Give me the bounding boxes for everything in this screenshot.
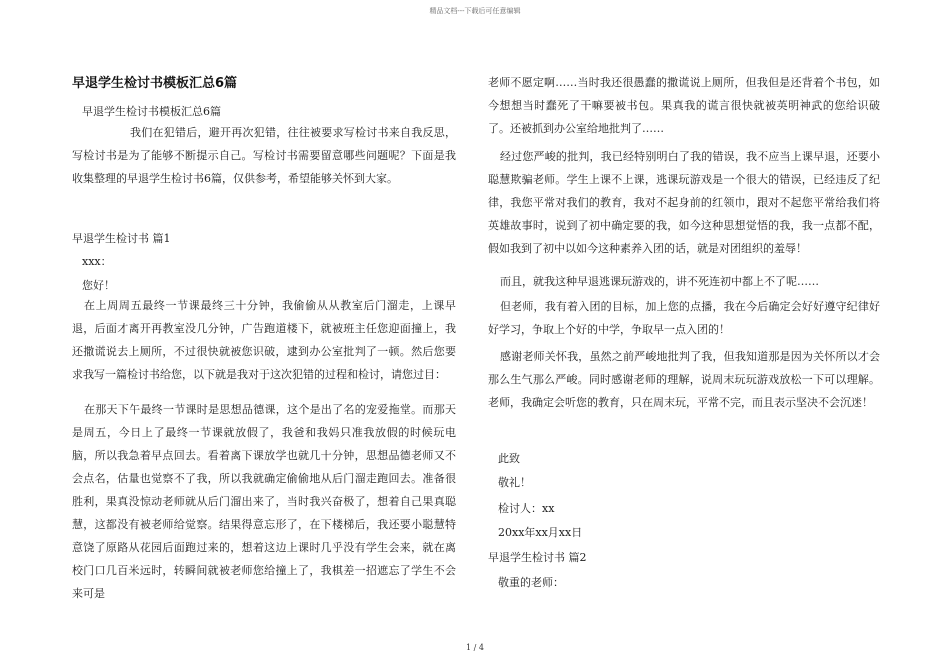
salutation-2: 敬重的老师： xyxy=(498,576,564,589)
closing-1: 此致 xyxy=(498,452,520,465)
section1-heading: 早退学生检讨书 篇1 xyxy=(72,232,171,245)
document-subtitle: 早退学生检讨书模板汇总6篇 xyxy=(82,105,221,118)
body-paragraph-5: 而且，就我这种早退逃课玩游戏的，讲不死连初中都上不了呢…… xyxy=(500,275,819,288)
body-paragraph-1: 在上周周五最终一节课最终三十分钟，我偷偷从从教室后门溜走，上课早退，后面才离开再教室没几分钟，广告跑道楼下，就被班主任您迎面撞上，我还撒谎说去上厕所，不过很快就被您识破，逮到办公室批判了一顿。然后您要求我写一篇检讨书给您，以下就是我对于这次犯错的过程和检讨，请您过目： xyxy=(72,299,456,381)
greeting-1: 您好！ xyxy=(82,279,115,292)
body-paragraph-2: 在那天下午最终一节课时是思想品德课，这个是出了名的宠爱拖堂。而那天是周五，今日上了最终一节课就放假了，我爸和我妈只准我放假的时候玩电脑，所以我急着早点回去。看着离下课放学也就几十分钟，思想品德老师又不会点名，估量也觉察不了我，所以我就确定偷偷地从后门溜走跑回去。准备很胜利，果真没惊动老师就从后门溜出来了，当时我兴奋极了，想着自己果真聪慧，这都没有被老师给觉察。结果得意忘形了，在下楼梯后，我还要小聪慧特意饶了原路从花园后面跑过来的，想着这边上课时几乎没有学生会来，就在离校门口几百米远时，转瞬间就被老师您给撞上了，我棋差一招遮忘了学生不会来可是 xyxy=(72,403,456,600)
letter-date: 20xx年xx月xx日 xyxy=(498,526,583,539)
intro-paragraph: 我们在犯错后，避开再次犯错，往往被要求写检讨书来自我反思，写检讨书是为了能够不断提示自己。写检讨书需要留意哪些问题呢？下面是我收集整理的早退学生检讨书6篇，仅供参考，希望能够关怀到大家。 xyxy=(72,126,456,185)
closing-2: 敬礼！ xyxy=(498,476,531,489)
body-paragraph-7: 感谢老师关怀我，虽然之前严峻地批判了我，但我知道那是因为关怀所以才会那么生气那么严峻。同时感谢老师的理解，说周末玩玩游戏放松一下可以理解。老师，我确定会听您的教育，只在周末玩，平常不完，而且表示坚决不会沉迷！ xyxy=(488,350,880,409)
body-paragraph-4: 经过您严峻的批判，我已经特别明白了我的错误，我不应当上课早退，还要小聪慧欺骗老师。学生上课不上课，逃课玩游戏是一个很大的错误，已经违反了纪律，我您平常对我们的教育，我对不起身前的红领巾，跟对不起您平常给我们将英雄故事时，说到了初中确定要的我，如今这种思想觉悟的我，我一点都不配，假如我到了初中以如今这种素养入团的话，就是对团组织的羞辱！ xyxy=(488,150,880,255)
body-paragraph-3: 老师不愿定啊……当时我还很愚蠢的撒谎说上厕所，但我但是还背着个书包，如今想想当时蠢死了干嘛要被书包。果真我的谎言很快就被英明神武的您给识破了。还被抓到办公室给地批判了…… xyxy=(488,76,880,135)
page-header-note: 精品文档---下载后可任意编辑 xyxy=(429,7,521,15)
section2-heading: 早退学生检讨书 篇2 xyxy=(488,551,587,564)
body-paragraph-6: 但老师，我有着入团的目标，加上您的点播，我在今后确定会好好遵守纪律好好学习，争取上个好的中学，争取早一点入团的！ xyxy=(488,300,880,336)
document-title: 早退学生检讨书模板汇总6篇 xyxy=(72,76,238,91)
signer: 检讨人：xx xyxy=(498,502,555,515)
salutation-1: xxx： xyxy=(82,255,112,268)
page-number: 1 / 4 xyxy=(466,643,484,652)
